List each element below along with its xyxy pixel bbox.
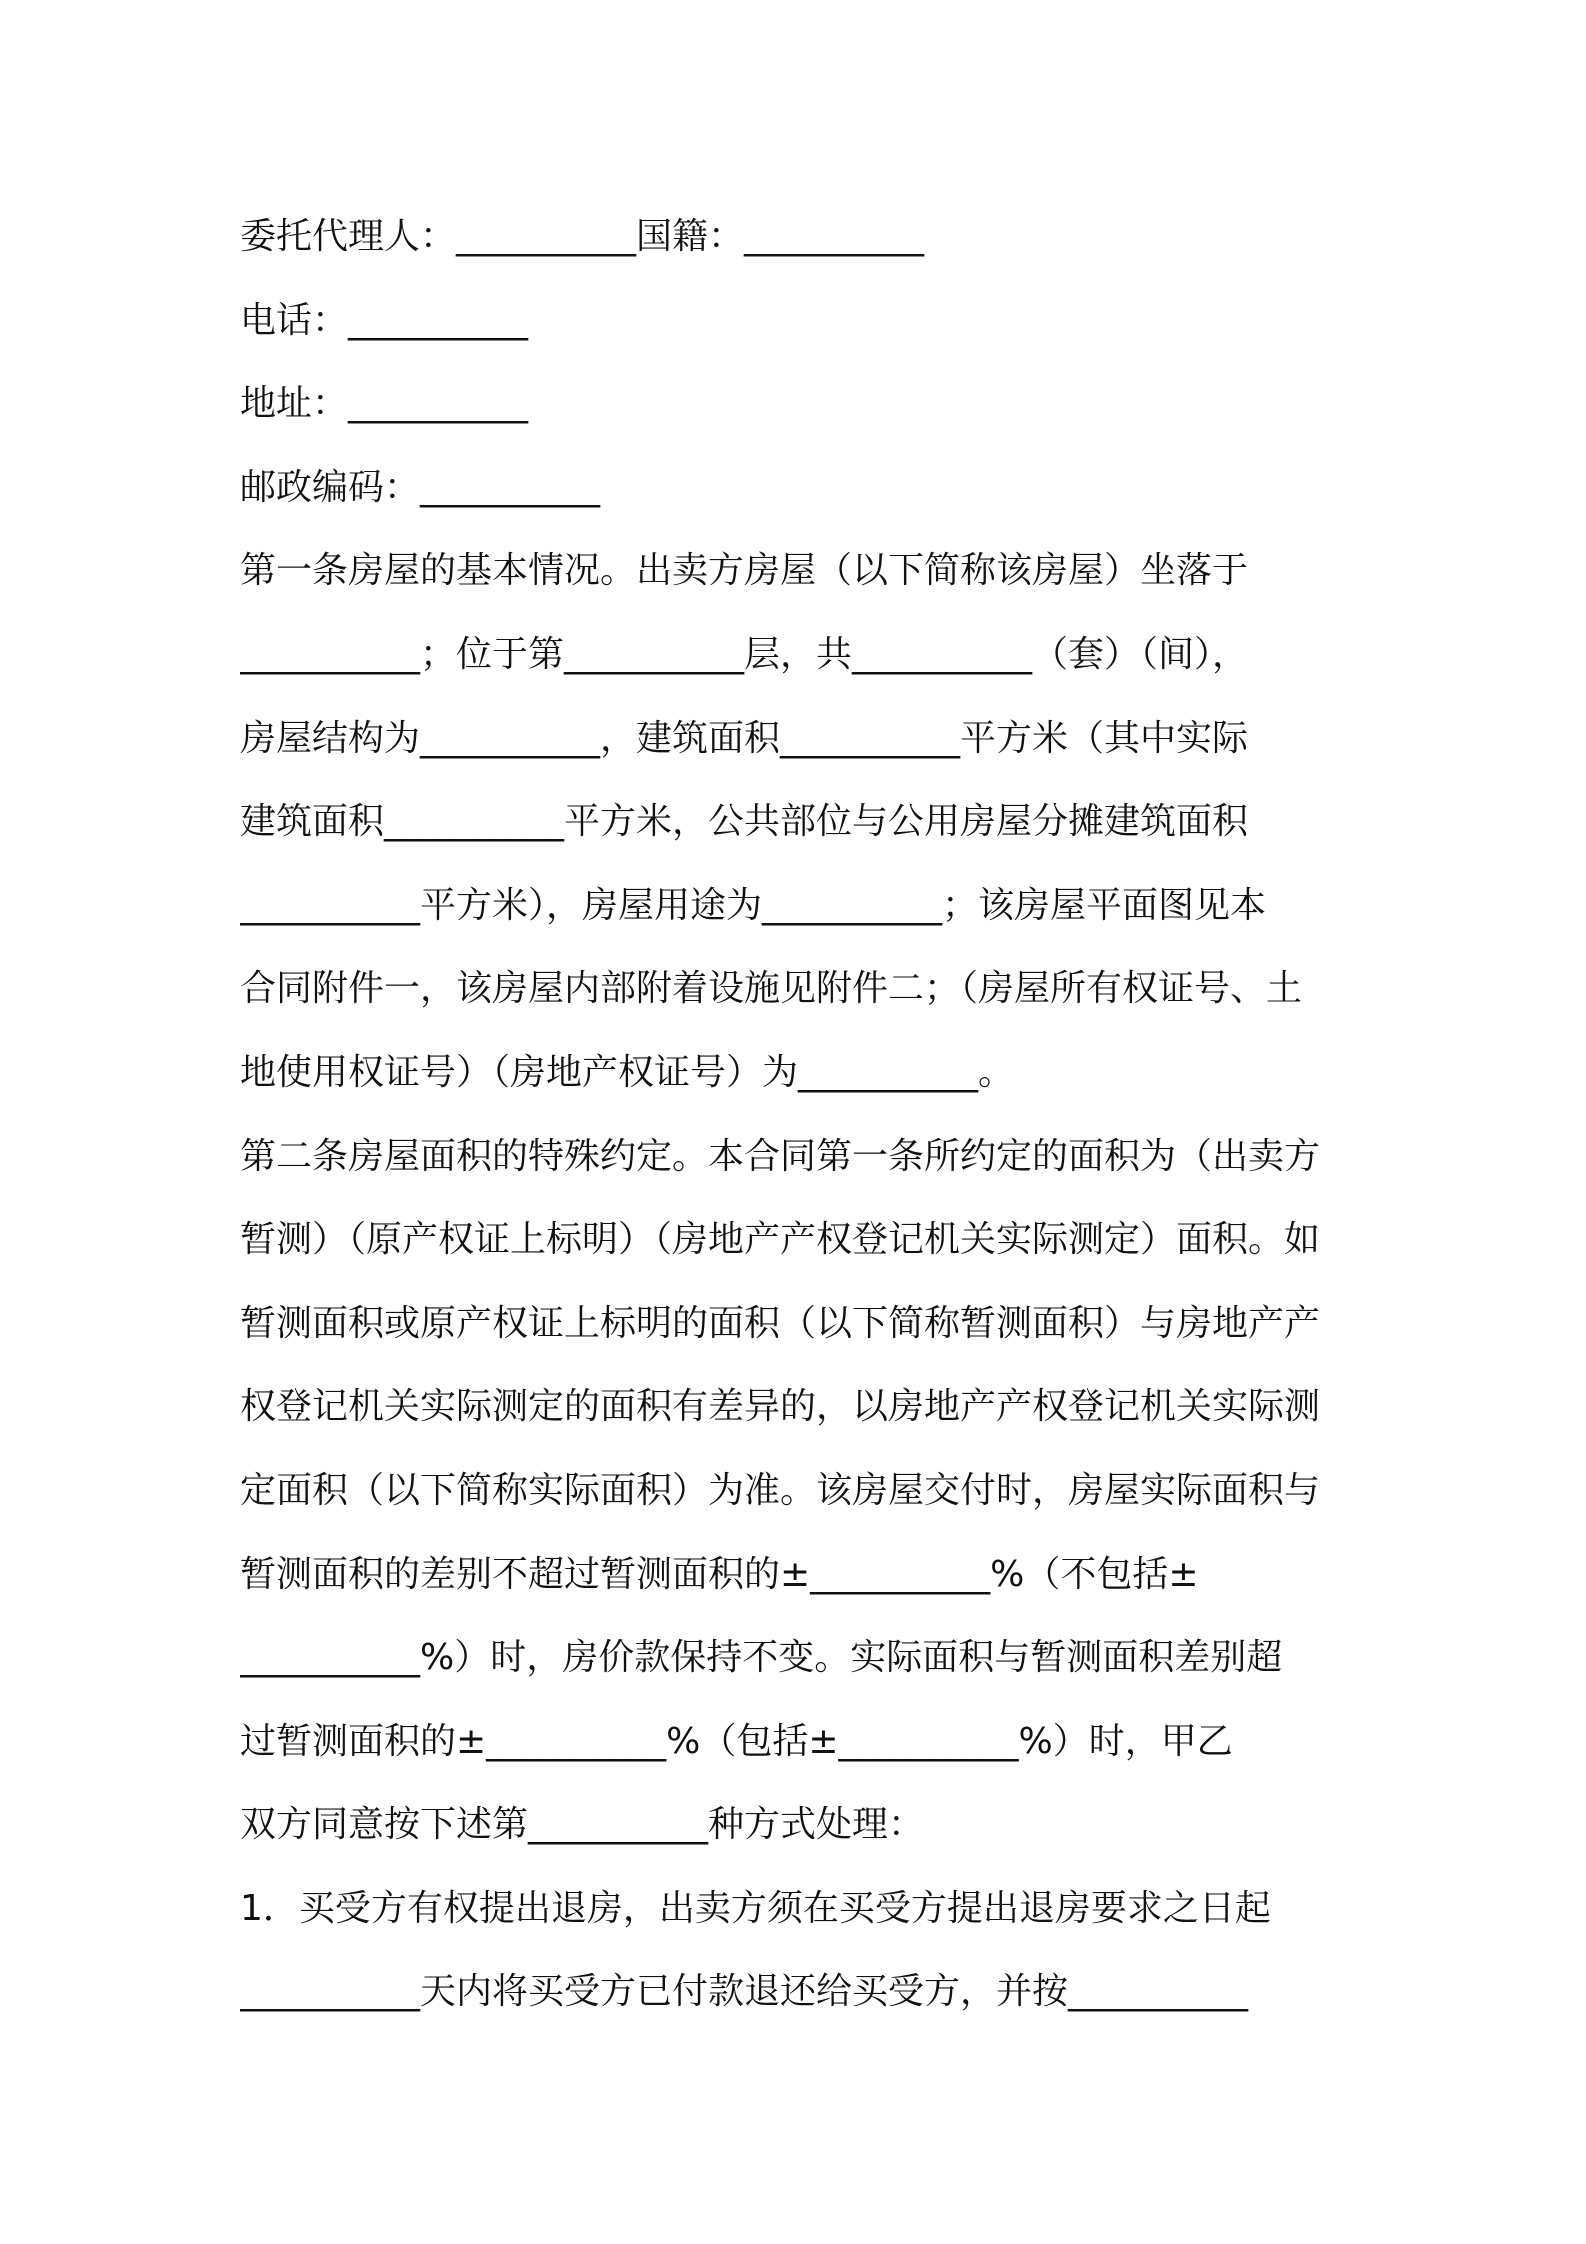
address-line: 地址：__________ <box>240 383 529 425</box>
article-1-line-5: __________平方米），房屋用途为__________；该房屋平面图见本 <box>240 884 1267 926</box>
article-2-line-2: 暂测）（原产权证上标明）（房地产产权登记机关实际测定）面积。如 <box>240 1219 1321 1261</box>
option-1-line-2: __________天内将买受方已付款退还给买受方，并按__________ <box>240 1971 1249 2013</box>
option-1-line-1: 1．买受方有权提出退房，出卖方须在买受方提出退房要求之日起 <box>240 1887 1271 1929</box>
article-1-line-3: 房屋结构为__________，建筑面积__________平方米（其中实际 <box>240 717 1249 759</box>
article-2-line-1: 第二条房屋面积的特殊约定。本合同第一条所约定的面积为（出卖方 <box>240 1135 1321 1177</box>
postal-code-line: 邮政编码：__________ <box>240 466 601 508</box>
article-2-line-5: 定面积（以下简称实际面积）为准。该房屋交付时，房屋实际面积与 <box>240 1469 1321 1511</box>
article-2-line-7: __________%）时，房价款保持不变。实际面积与暂测面积差别超 <box>240 1637 1283 1679</box>
article-2-line-9: 双方同意按下述第__________种方式处理： <box>240 1804 925 1846</box>
article-2-line-6: 暂测面积的差别不超过暂测面积的±__________%（不包括± <box>240 1553 1199 1595</box>
agent-nationality-line: 委托代理人：__________国籍：__________ <box>240 216 925 257</box>
document-body <box>240 195 1360 2034</box>
article-1-line-4: 建筑面积__________平方米，公共部位与公用房屋分摊建筑面积 <box>240 801 1249 843</box>
article-2-line-3: 暂测面积或原产权证上标明的面积（以下简称暂测面积）与房地产产 <box>240 1302 1321 1344</box>
article-2-line-8: 过暂测面积的±__________%（包括±__________%）时，甲乙 <box>240 1720 1233 1762</box>
article-1-line-2: __________；位于第__________层，共__________（套）（间）， <box>240 633 1249 675</box>
article-1-line-6: 合同附件一，该房屋内部附着设施见附件二；（房屋所有权证号、土 <box>240 968 1303 1010</box>
article-1-line-1: 第一条房屋的基本情况。出卖方房屋（以下简称该房屋）坐落于 <box>240 550 1249 592</box>
article-1-line-7: 地使用权证号）（房地产权证号）为__________。 <box>240 1051 1015 1093</box>
phone-line: 电话：__________ <box>240 299 529 341</box>
article-2-line-4: 权登记机关实际测定的面积有差异的，以房地产产权登记机关实际测 <box>240 1386 1321 1428</box>
